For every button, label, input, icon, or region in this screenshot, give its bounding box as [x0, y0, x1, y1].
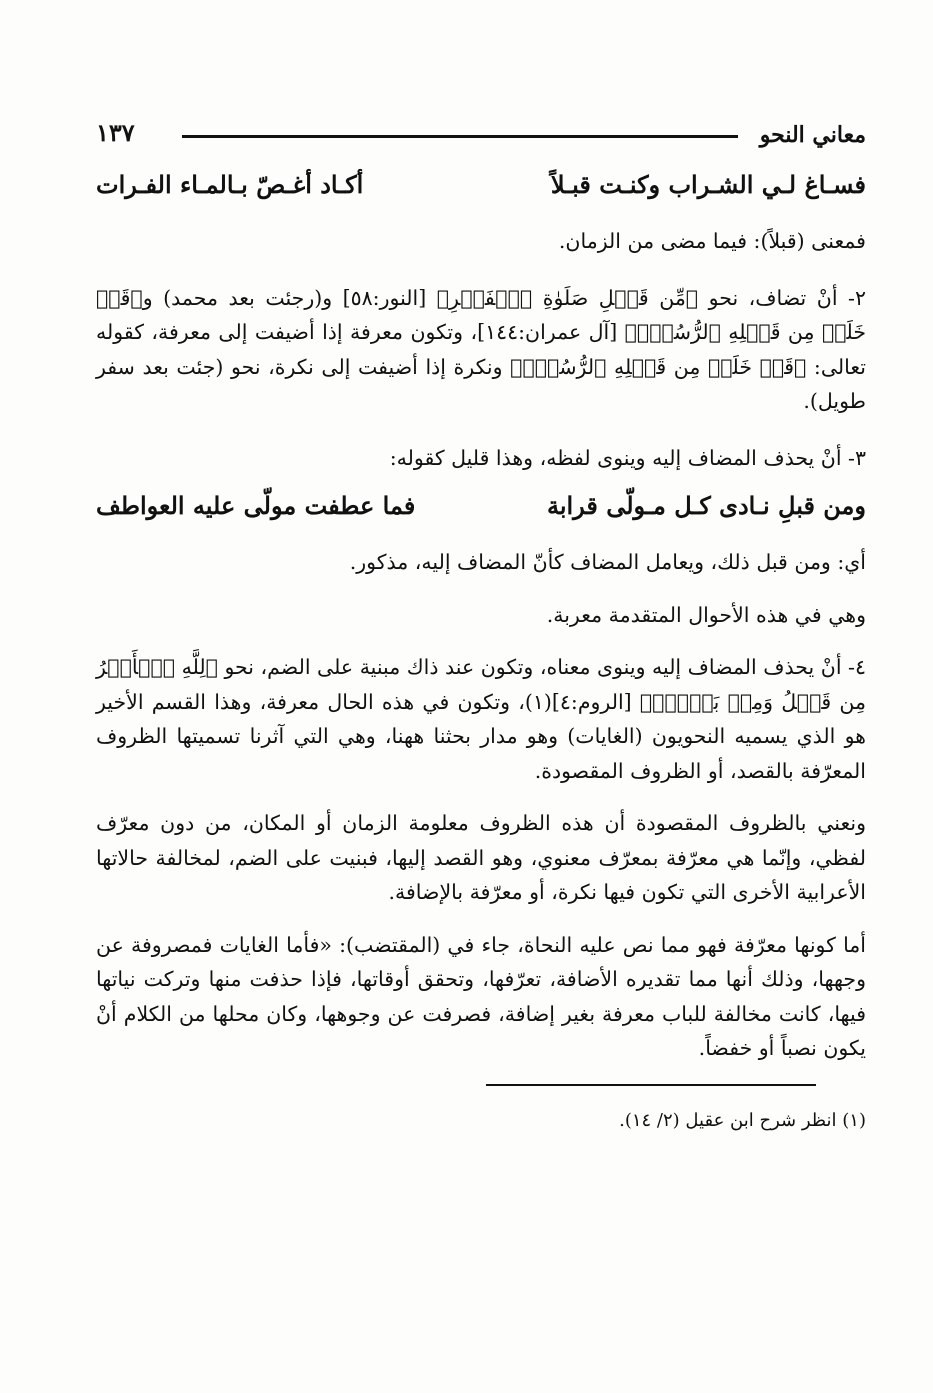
footnote: (١) انظر شرح ابن عقيل (٢/ ١٤).	[619, 1109, 866, 1131]
header-rule	[182, 135, 738, 138]
paragraph: ٣- أنْ يحذف المضاف إليه وينوى لفظه، وهذا قليل كقوله:	[389, 445, 866, 470]
verse-line-2	[96, 491, 866, 545]
paragraph: ٤- أنْ يحذف المضاف إليه وينوى معناه، وتكون عند ذاك مبنية على الضم، نحو ﴿لِلَّهِ ٱلۡأَمۡرُ مِن قَبۡلُ وَمِنۢ بَعۡدُۚ﴾ [الروم:٤](١)، وتكون في هذه الحال معرفة، وهذا القسم الأخير هو الذي يسميه النحويون (الغايات) وهو مدار بحثنا ههنا، وهي التي آثرنا تسميتها الظروف المعرّفة بالقصد، أو الظروف المقصودة.	[96, 655, 866, 783]
verse-first-hemistich: ومن قبلِ نـادى كـل مـولّى قرابة	[546, 491, 866, 520]
page-number: ١٣٧	[96, 118, 135, 147]
paragraph: أي: ومن قبل ذلك، ويعامل المضاف كأنّ المضاف إليه، مذكور.	[349, 550, 866, 574]
footnote-rule	[486, 1084, 816, 1086]
verse-line-1	[96, 170, 866, 224]
verse-first-hemistich: فسـاغ لـي الشـراب وكنـت قبـلاً	[550, 170, 866, 199]
paragraph: ٢- أنْ تضاف، نحو ﴿مِّن قَبۡلِ صَلَوٰةِ ٱلۡفَجۡرِ﴾ [النور:٥٨] و(رجئت بعد محمد) و﴿قَدۡ خَلَتۡ مِن قَبۡلِهِ ٱلرُّسُلُۚ﴾ [آل عمران:١٤٤]، وتكون معرفة إذا أضيفت إلى معرفة، كقوله تعالى: ﴿قَدۡ خَلَتۡ مِن قَبۡلِهِ ٱلرُّسُلُۚ﴾ ونكرة إذا أضيفت إلى نكرة، نحو (جئت بعد سفر طويل).	[96, 285, 867, 413]
verse-second-hemistich: فما عطفت مولّى عليه العواطف	[96, 491, 416, 520]
paragraph: وهي في هذه الأحوال المتقدمة معربة.	[546, 602, 866, 627]
page	[96, 112, 866, 1138]
running-header	[96, 112, 866, 156]
verse-second-hemistich: أكـاد أغـصّ بـالمـاء الفـرات	[96, 170, 364, 199]
paragraph: ونعني بالظروف المقصودة أن هذه الظروف معلومة الزمان أو المكان، من دون معرّف لفظي، وإنّما هي معرّفة بمعرّف معنوي، وهو القصد إليها، فبنيت على الضم، لمخالفة حالاتها الأعرابية الأخرى التي تكون فيها نكرة، أو معرّفة بالإضافة.	[96, 811, 866, 904]
paragraph: فمعنى (قبلاً): فيما مضى من الزمان.	[558, 229, 866, 253]
paragraph: أما كونها معرّفة فهو مما نص عليه النحاة، جاء في (المقتضب): «فأما الغايات فمصروفة عن وجهها، وذلك أنها مما تقديره الأضافة، تعرّفها، وتحقق أوقاتها، فإذا حذفت منها وتركت نياتها فيها، كانت مخالفة للباب معرفة بغير إضافة، فصرفت عن وجوهها، وكان محلها من الكلام أنْ يكون نصباً أو خفضاً.	[96, 932, 866, 1060]
book-title: معاني النحو	[759, 122, 866, 148]
